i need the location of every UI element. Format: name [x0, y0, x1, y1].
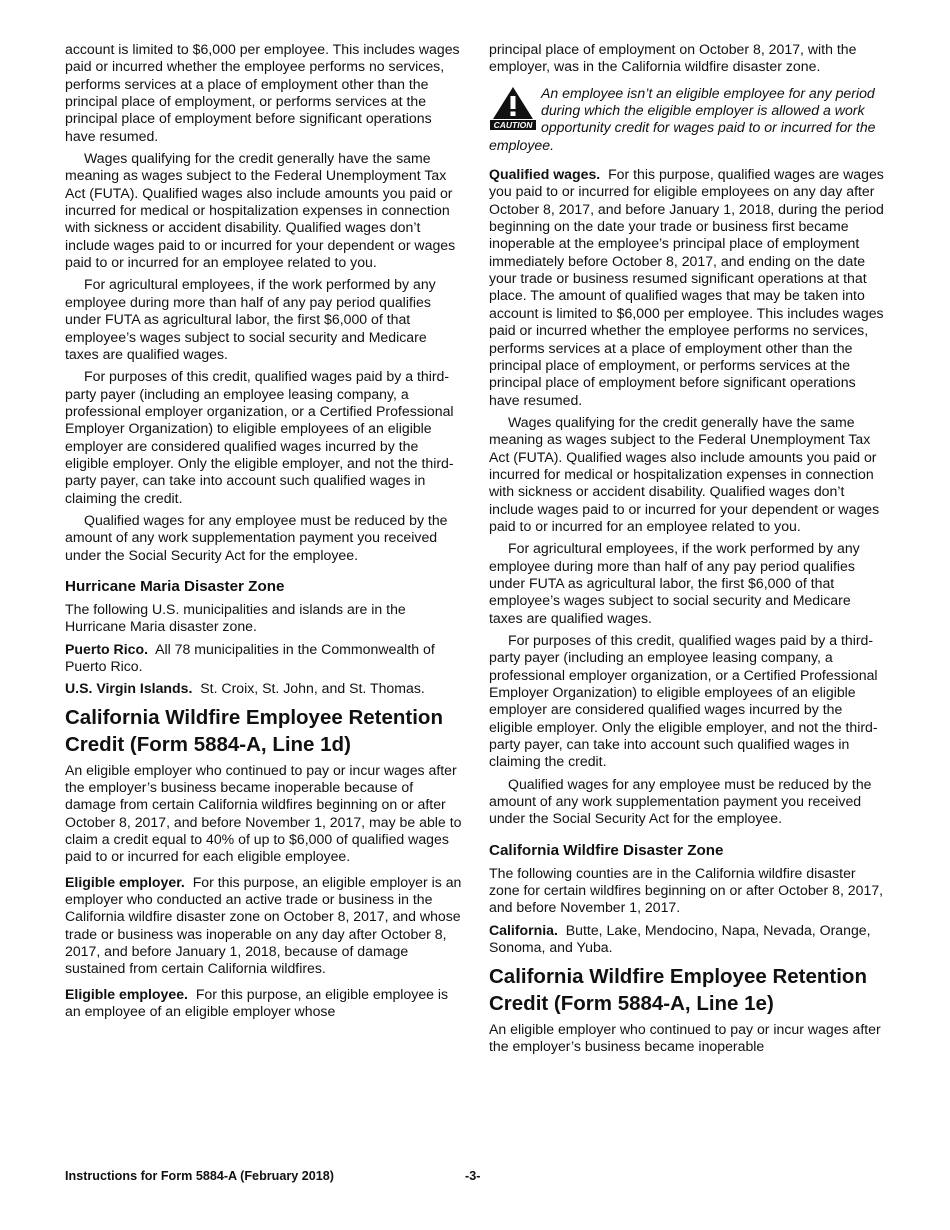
section-title: California Wildfire Employee Retention Credit (Form 5884-A, Line 1e)	[489, 964, 867, 1015]
section-title: California Wildfire Employee Retention Credit (Form 5884-A, Line 1d)	[65, 705, 443, 757]
paragraph	[65, 986, 463, 1021]
run-in-heading: Puerto Rico.	[65, 640, 149, 657]
left-column	[65, 41, 463, 1026]
paragraph: An eligible employer who continued to pay or incur wages after the employer’s business became inoperable	[489, 1020, 881, 1054]
paragraph	[489, 922, 887, 957]
caution-label: CAUTION	[493, 119, 533, 130]
paragraph	[65, 874, 463, 978]
run-in-heading: Qualified wages.	[489, 166, 601, 183]
paragraph	[489, 166, 887, 409]
paragraph-text: For this purpose, an eligible employee is an employee of an eligible employer whose	[65, 985, 449, 1020]
paragraph-text: Butte, Lake, Mendocino, Napa, Nevada, Orange, Sonoma, and Yuba.	[489, 921, 871, 956]
section-heading: Hurricane Maria Disaster Zone	[65, 577, 285, 595]
section-heading: California Wildfire Disaster Zone	[489, 841, 724, 859]
paragraph	[65, 680, 463, 697]
paragraph: For agricultural employees, if the work performed by any employee during more than half of any pay period qualifies under FUTA as agricultural labor, the first $6,000 of that employee’s wages subject to social security and Medicare taxes are qualified wages.	[489, 540, 860, 626]
caution-note	[489, 85, 887, 154]
paragraph: principal place of employment on October 8, 2017, with the employer, was in the California wildfire disaster zone.	[489, 41, 857, 75]
paragraph: Wages qualifying for the credit generally have the same meaning as wages subject to the Federal Unemployment Tax Act (FUTA). Qualified wages also include amounts you paid or incurred for medical or hospitalization expenses in connection with sickness or accident disability. Qualified wages don’t include wages paid to or incurred for your dependent or wages paid to or incurred for an employee related to you.	[489, 413, 880, 534]
paragraph-text: For this purpose, qualified wages are wages you paid to or incurred for eligible employees on any day after October 8, 2017, and before January 1, 2018, during the period beginning on the date your trade or business first became inoperable at the employee’s principal place of employment immediately before October 8, 2017, and ending on the date your trade or business resumed significant operations at that place. The amount of qualified wages that may be taken into account is limited to $6,000 per employee. This includes wages paid or incurred whether the employee performs no services, performs services at a place of employment other than the principal place of employment, or performs services at the principal place of employment before significant operations have resumed.	[489, 166, 884, 408]
right-column	[489, 41, 887, 1060]
footer-form-title: Instructions for Form 5884-A (February 2018)	[65, 1169, 334, 1183]
paragraph-text: All 78 municipalities in the Commonwealth of Puerto Rico.	[65, 640, 435, 674]
paragraph-text: For this purpose, an eligible employer is an employer who conducted an active trade or business in the California wildfire disaster zone on October 8, 2017, and whose trade or business was inoperable on any day after October 8, 2017, and before January 1, 2018, because of damage sustained from certain California wildfires.	[65, 873, 462, 977]
paragraph: The following counties are in the California wildfire disaster zone for certain wildfires beginning on or after October 8, 2017, and before November 1, 2017.	[489, 864, 884, 916]
paragraph: For purposes of this credit, qualified wages paid by a third-party payer (including an employee leasing company, a professional employer organization, or a Certified Professional Employer Organization) to eligible employees of an eligible employer are considered qualified wages incurred by the eligible employer. Only the eligible employer, and not the third-party payer, can take into account such qualified wages in claiming the credit.	[65, 368, 454, 506]
paragraph: For purposes of this credit, qualified wages paid by a third-party payer (including an employee leasing company, a professional employer organization, or a Certified Professional Employer Organization) to eligible employees of an eligible employer are considered qualified wages incurred by the eligible employer. Only the eligible employer, and not the third-party payer, can take into account such qualified wages in claiming the credit.	[489, 632, 878, 770]
paragraph: Qualified wages for any employee must be reduced by the amount of any work supplementation payment you received under the Social Security Act for the employee.	[65, 511, 448, 563]
page-number: -3-	[465, 1169, 481, 1183]
paragraph	[65, 641, 463, 676]
paragraph: The following U.S. municipalities and islands are in the Hurricane Maria disaster zone.	[65, 600, 406, 635]
caution-text: An employee isn’t an eligible employee for any period during which the eligible employer is allowed a work opportunity credit for wages paid to or incurred for the employee.	[489, 84, 876, 153]
paragraph-text: St. Croix, St. John, and St. Thomas.	[200, 680, 425, 697]
run-in-heading: Eligible employer.	[65, 873, 185, 890]
run-in-heading: California.	[489, 921, 558, 938]
run-in-heading: Eligible employee.	[65, 985, 188, 1002]
paragraph: Wages qualifying for the credit generally have the same meaning as wages subject to the Federal Unemployment Tax Act (FUTA). Qualified wages also include amounts you paid or incurred for medical or hospitalization expenses in connection with sickness or accident disability. Qualified wages don’t include wages paid to or incurred for your dependent or wages paid to or incurred for an employee related to you.	[65, 150, 456, 271]
paragraph: For agricultural employees, if the work performed by any employee during more than half of any pay period qualifies under FUTA as agricultural labor, the first $6,000 of that employee’s wages subject to social security and Medicare taxes are qualified wages.	[65, 276, 436, 362]
paragraph: Qualified wages for any employee must be reduced by the amount of any work supplementation payment you received under the Social Security Act for the employee.	[489, 775, 872, 827]
paragraph: account is limited to $6,000 per employee. This includes wages paid or incurred whether the employee performs no services, performs services at a place of employment other than the principal place of employment, or performs services at the principal place of employment before significant operations have resumed.	[65, 41, 460, 144]
caution-icon	[489, 85, 537, 131]
run-in-heading: U.S. Virgin Islands.	[65, 680, 193, 697]
paragraph: An eligible employer who continued to pay or incur wages after the employer’s business became inoperable because of damage from certain California wildfires beginning on or after October 8, 2017, and before November 1, 2017, may be able to claim a credit equal to 40% of up to $6,000 of qualified wages paid to or incurred for each eligible employee.	[65, 761, 462, 865]
